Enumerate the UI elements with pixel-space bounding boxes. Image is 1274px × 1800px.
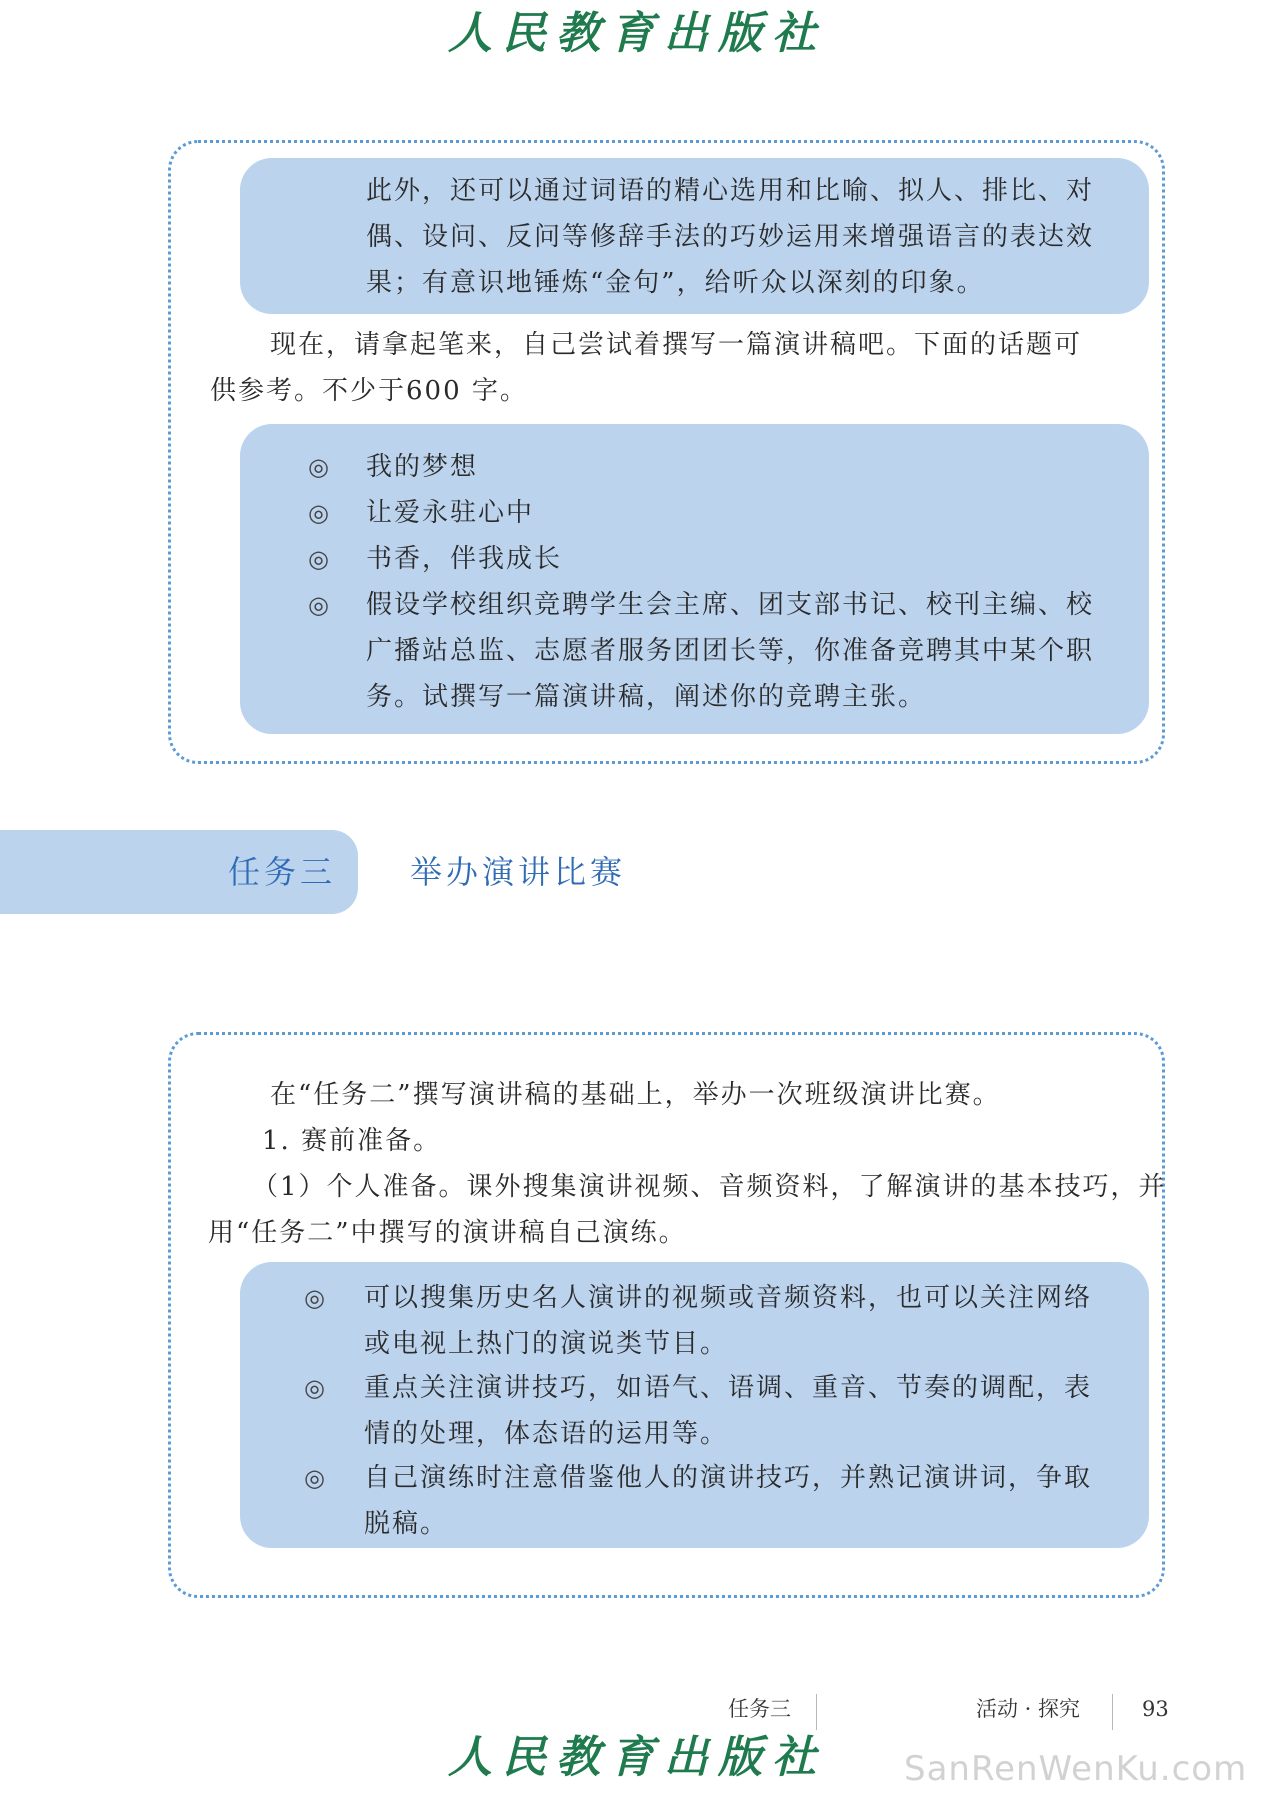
tip-2-line-2: 情的处理，体态语的运用等。 — [364, 1419, 729, 1449]
step-1-heading: 1. 赛前准备。 — [262, 1126, 442, 1156]
task-title: 举办演讲比赛 — [410, 853, 627, 891]
task-intro: 在“任务二”撰写演讲稿的基础上，举办一次班级演讲比赛。 — [270, 1080, 1001, 1110]
writing-tips-line-1: 此外，还可以通过词语的精心选用和比喻、拟人、排比、对 — [366, 176, 1095, 206]
tip-marker-icon: ◎ — [304, 1284, 325, 1312]
topic-item-4-line-2: 广播站总监、志愿者服务团团长等，你准备竞聘其中某个职 — [366, 636, 1095, 666]
footer-divider — [1112, 1694, 1113, 1730]
writing-tips-line-3: 果；有意识地锤炼“金句”，给听众以深刻的印象。 — [366, 268, 985, 298]
watermark: SanRenWenKu.com — [904, 1749, 1248, 1789]
writing-prompt-line-1: 现在，请拿起笔来，自己尝试着撰写一篇演讲稿吧。下面的话题可 — [270, 330, 1083, 360]
tip-marker-icon: ◎ — [304, 1464, 325, 1492]
footer-unit: 活动 · 探究 — [976, 1697, 1081, 1721]
footer-divider — [816, 1694, 817, 1730]
page-number: 93 — [1142, 1697, 1169, 1721]
tip-3-line-2: 脱稿。 — [364, 1509, 449, 1539]
tip-2-line-1: 重点关注演讲技巧，如语气、语调、重音、节奏的调配，表 — [364, 1373, 1093, 1403]
publisher-logo: 人民教育出版社 — [448, 1732, 826, 1783]
topic-marker-icon: ◎ — [308, 591, 329, 619]
tip-1-line-2: 或电视上热门的演说类节目。 — [364, 1329, 729, 1359]
writing-prompt-line-2: 供参考。不少于600 字。 — [210, 376, 528, 406]
tip-marker-icon: ◎ — [304, 1374, 325, 1402]
topic-marker-icon: ◎ — [308, 453, 329, 481]
tip-1-line-1: 可以搜集历史名人演讲的视频或音频资料，也可以关注网络 — [364, 1283, 1093, 1313]
topic-item-1: 我的梦想 — [366, 452, 479, 482]
topic-item-4-line-3: 务。试撰写一篇演讲稿，阐述你的竞聘主张。 — [366, 682, 927, 712]
task-label: 任务三 — [228, 853, 337, 891]
topic-marker-icon: ◎ — [308, 545, 329, 573]
step-1-1-line-1: （1）个人准备。课外搜集演讲视频、音频资料，了解演讲的基本技巧，并 — [252, 1172, 1167, 1202]
step-1-1-line-2: 用“任务二”中撰写的演讲稿自己演练。 — [208, 1218, 687, 1248]
writing-tips-line-2: 偶、设问、反问等修辞手法的巧妙运用来增强语言的表达效 — [366, 222, 1095, 252]
topic-marker-icon: ◎ — [308, 499, 329, 527]
topic-item-4-line-1: 假设学校组织竞聘学生会主席、团支部书记、校刊主编、校 — [366, 590, 1095, 620]
tip-3-line-1: 自己演练时注意借鉴他人的演讲技巧，并熟记演讲词，争取 — [364, 1463, 1093, 1493]
footer-section: 任务三 — [728, 1697, 791, 1721]
topic-item-2: 让爱永驻心中 — [366, 498, 535, 528]
publisher-logo: 人民教育出版社 — [448, 8, 826, 59]
topic-item-3: 书香，伴我成长 — [366, 544, 563, 574]
